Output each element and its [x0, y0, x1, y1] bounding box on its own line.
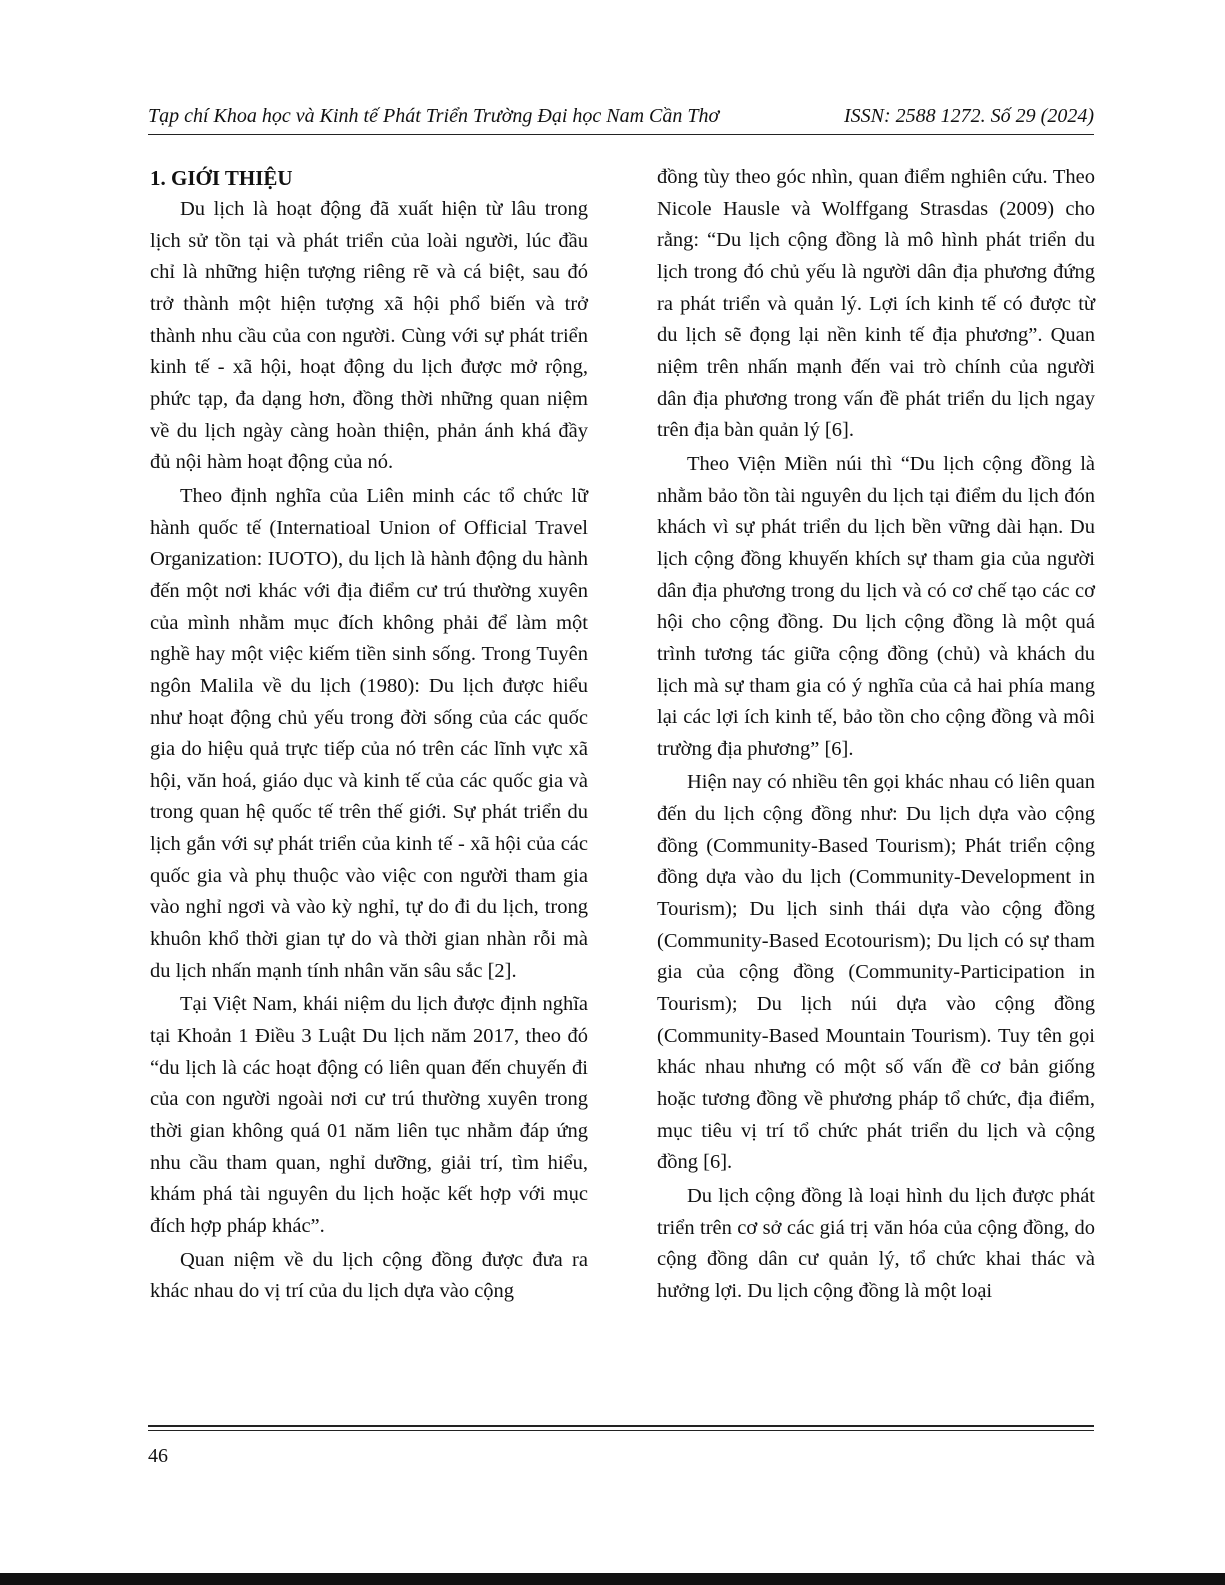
paragraph: Theo Viện Miền núi thì “Du lịch cộng đồng là nhằm bảo tồn tài nguyên du lịch tại điểm du lịch đón khách vì sự phát triển du lịch bền vững dài hạn. Du lịch cộng đồng khuyến khích sự tham gia của người dân địa phương trong du lịch và có cơ chế tạo các cơ hội cho cộng đồng. Du lịch cộng đồng là một quá trình tương tác giữa cộng đồng (chủ) và khách du lịch mà sự tham gia có ý nghĩa của cả hai phía mang lại các lợi ích kinh tế, bảo tồn cho cộng đồng và môi trường địa phương” [6].	[657, 452, 1095, 760]
paragraph: Hiện nay có nhiều tên gọi khác nhau có liên quan đến du lịch cộng đồng như: Du lịch dựa vào cộng đồng (Community-Based Tourism); Phát triển cộng đồng dựa vào du lịch (Community-Development in Tourism); Du lịch sinh thái dựa vào cộng đồng (Community-Based Ecotourism); Du lịch có sự tham gia của cộng đồng (Community-Participation in Tourism); Du lịch núi dựa vào cộng đồng (Community-Based Mountain Tourism). Tuy tên gọi khác nhau nhưng có một số vấn đề cơ bản giống hoặc tương đồng về phương pháp tổ chức, địa điểm, mục tiêu vị trí tổ chức phát triển du lịch và cộng đồng [6].	[657, 771, 1095, 1174]
paragraph: Du lịch cộng đồng là loại hình du lịch được phát triển trên cơ sở các giá trị văn hóa của cộng đồng, do cộng đồng dân cư quản lý, tổ chức khai thác và hưởng lợi. Du lịch cộng đồng là một loại	[657, 1185, 1095, 1302]
paragraph: Du lịch là hoạt động đã xuất hiện từ lâu trong lịch sử tồn tại và phát triển của loài người, lúc đầu chỉ là những hiện tượng riêng rẽ và cá biệt, sau đó trở thành một hiện tượng xã hội phổ biến và trở thành nhu cầu của con người. Cùng với sự phát triển kinh tế - xã hội, hoạt động du lịch được mở rộng, phức tạp, đa dạng hơn, đồng thời những quan niệm về du lịch ngày càng hoàn thiện, phản ánh khá đầy đủ nội hàm hoạt động của nó.	[150, 198, 588, 474]
footer-rule-thin	[148, 1430, 1094, 1431]
section-heading: 1. GIỚI THIỆU	[150, 166, 293, 190]
paragraph: Quan niệm về du lịch cộng đồng được đưa ra khác nhau do vị trí của du lịch dựa vào cộng	[150, 1248, 588, 1303]
paragraph: Tại Việt Nam, khái niệm du lịch được định nghĩa tại Khoản 1 Điều 3 Luật Du lịch năm 2017, theo đó “du lịch là các hoạt động có liên quan đến chuyến đi của con người ngoài nơi cư trú thường xuyên trong thời gian không quá 01 năm liên tục nhằm đáp ứng nhu cầu tham quan, nghỉ dưỡng, giải trí, tìm hiểu, khám phá tài nguyên du lịch hoặc kết hợp với mục đích hợp pháp khác”.	[150, 993, 588, 1237]
page-number: 46	[148, 1445, 168, 1467]
left-column	[150, 162, 588, 1310]
paragraph: Theo định nghĩa của Liên minh các tổ chức lữ hành quốc tế (Internatioal Union of Official Travel Organization: IUOTO), du lịch là hành động du hành đến một nơi khác với địa điểm cư trú thường xuyên của mình nhằm mục đích không phải để làm một nghề hay một việc kiếm tiền sinh sống. Trong Tuyên ngôn Malila về du lịch (1980): Du lịch được hiểu như hoạt động chủ yếu trong đời sống của các quốc gia do hiệu quả trực tiếp của nó trên các lĩnh vực xã hội, văn hoá, giáo dục và kinh tế của các quốc gia và trong quan hệ quốc tế trên thế giới. Sự phát triển du lịch gắn với sự phát triển của kinh tế - xã hội của các quốc gia và phụ thuộc vào việc con người tham gia vào nghỉ ngơi và vào kỳ nghỉ, tự do đi du lịch, trong khuôn khổ thời gian tự do và thời gian nhàn rỗi mà du lịch nhấn mạnh tính nhân văn sâu sắc [2].	[150, 484, 588, 982]
paragraph-continued: đồng tùy theo góc nhìn, quan điểm nghiên cứu. Theo Nicole Hausle và Wolffgang Strasdas (2009) cho rằng: “Du lịch cộng đồng là mô hình phát triển du lịch trong đó chủ yếu là người dân địa phương đứng ra phát triển và quản lý. Lợi ích kinh tế có được từ du lịch sẽ đọng lại nền kinh tế địa phương”. Quan niệm trên nhấn mạnh đến vai trò chính của người dân địa phương trong vấn đề phát triển du lịch ngay trên địa bàn quản lý [6].	[657, 166, 1095, 442]
journal-title: Tạp chí Khoa học và Kinh tế Phát Triển Trường Đại học Nam Cần Thơ	[148, 105, 720, 127]
footer-rule	[148, 1425, 1094, 1427]
header-rule	[148, 134, 1094, 135]
scan-edge	[0, 1573, 1225, 1585]
right-column	[657, 162, 1095, 1310]
running-header	[148, 100, 1094, 134]
issn-issue: ISSN: 2588 1272. Số 29 (2024)	[844, 105, 1094, 127]
